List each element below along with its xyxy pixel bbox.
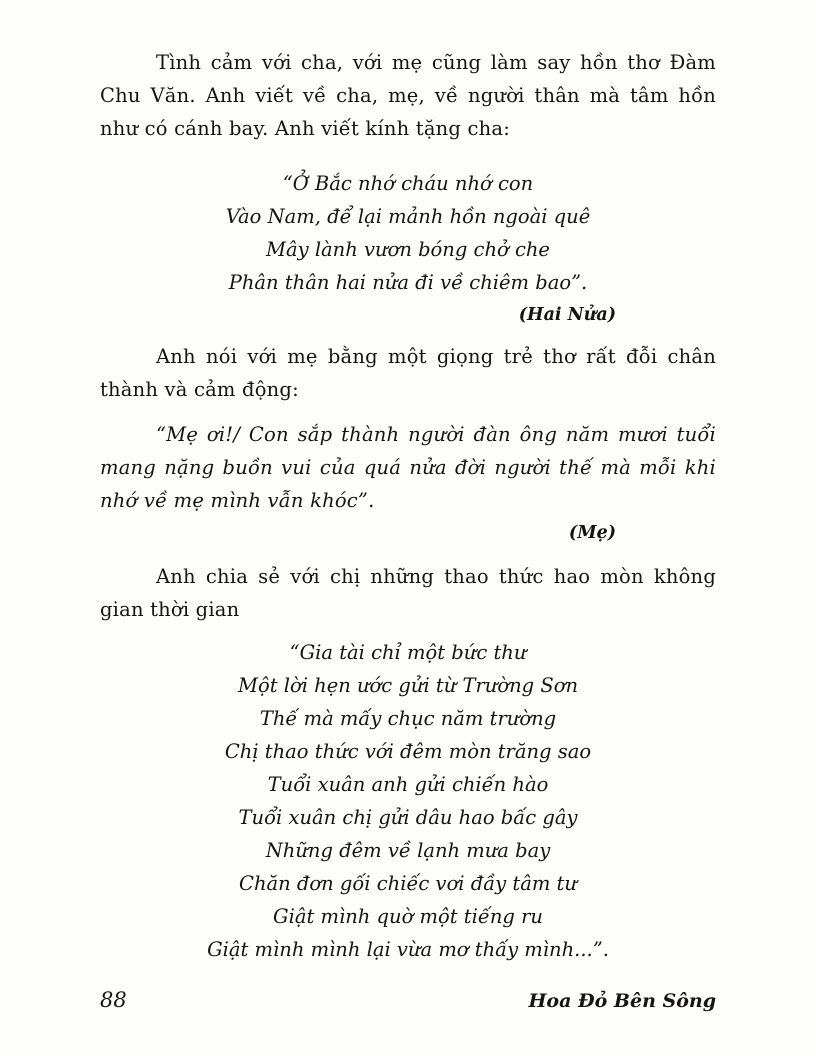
quote-attribution-me: (Mẹ) <box>568 523 616 543</box>
poem-line: Giật mình quờ một tiếng ru <box>273 905 543 928</box>
quote-me: “Mẹ ơi!/ Con sắp thành người đàn ông năm mươi tuổi mang nặng buồn vui của quá nửa đời người thế mà mỗi khi nhớ về mẹ mình vẫn khóc”. <box>100 423 716 512</box>
footer-book-title: Hoa Đỏ Bên Sông <box>528 990 716 1012</box>
paragraph-mother: Anh nói với mẹ bằng một giọng trẻ thơ rất đỗi chân thành và cảm động: <box>100 345 716 401</box>
poem-line: “Gia tài chỉ một bức thư <box>289 641 527 664</box>
paragraph-father: Tình cảm với cha, với mẹ cũng làm say hồn thơ Đàm Chu Văn. Anh viết về cha, mẹ, về người thân mà tâm hồn như có cánh bay. Anh viết kính tặng cha: <box>100 51 716 140</box>
poem-line: Một lời hẹn ước gửi từ Trường Sơn <box>237 674 579 697</box>
poem-line: Chăn đơn gối chiếc vơi đầy tâm tư <box>239 872 577 895</box>
footer-page-number: 88 <box>100 988 127 1012</box>
poem-line: Những đêm về lạnh mưa bay <box>265 839 551 862</box>
poem-hai-nua <box>100 167 716 299</box>
poem-line: Phân thân hai nửa đi về chiêm bao”. <box>228 271 588 294</box>
poem-line: Chị thao thức với đêm mòn trăng sao <box>224 740 592 763</box>
poem-line: Vào Nam, để lại mảnh hồn ngoài quê <box>225 205 591 228</box>
book-page <box>100 0 716 1056</box>
poem-line: Tuổi xuân anh gửi chiến hào <box>267 773 549 796</box>
poem-line: Thế mà mấy chục năm trường <box>259 707 557 730</box>
poem-line: “Ở Bắc nhớ cháu nhớ con <box>282 172 534 195</box>
poem-line: Mây lành vươn bóng chở che <box>266 238 550 261</box>
poem-attribution-hai-nua: (Hai Nửa) <box>518 305 616 325</box>
paragraph-sister: Anh chia sẻ với chị những thao thức hao mòn không gian thời gian <box>100 565 716 621</box>
page-footer <box>100 988 716 1012</box>
poem-gia-tai <box>100 636 716 966</box>
poem-line: Tuổi xuân chị gửi dâu hao bấc gây <box>238 806 578 829</box>
poem-line: Giật mình mình lại vừa mơ thấy mình...”. <box>207 938 609 961</box>
